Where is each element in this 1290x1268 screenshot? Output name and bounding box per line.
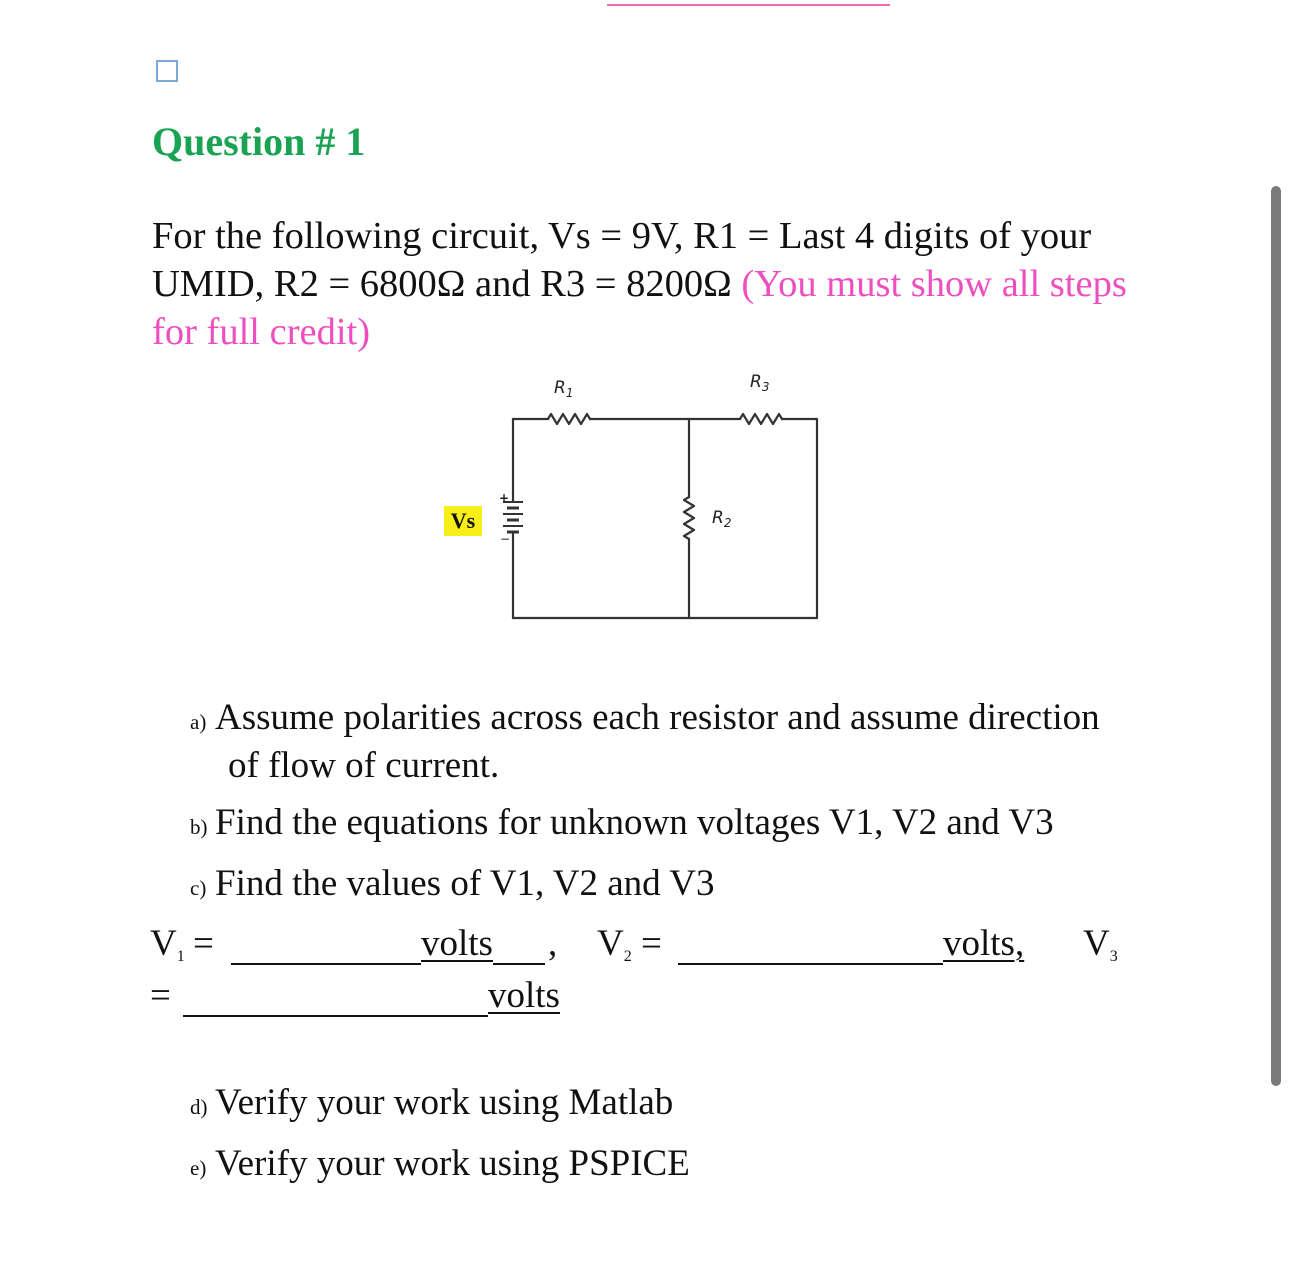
vertical-scrollbar[interactable] xyxy=(1271,186,1281,1086)
question-title: Question # 1 xyxy=(152,119,366,164)
task-d-text: Verify your work using Matlab xyxy=(215,1082,674,1123)
v2-label: $V_2$ xyxy=(597,923,632,965)
task-c-marker: c) xyxy=(190,876,207,900)
top-divider xyxy=(607,4,890,6)
task-d-marker: d) xyxy=(190,1095,208,1119)
v2-answer-blank[interactable] xyxy=(678,963,943,965)
label-r3: $R_3$ xyxy=(750,372,770,394)
prompt-credit-note: (You must show all steps for full credit) xyxy=(152,263,1127,353)
task-a-continuation: of flow of current. xyxy=(228,745,500,786)
v1-label: $V_1$ xyxy=(150,923,185,965)
task-b-text: Find the equations for unknown voltages V1, V2 and V3 xyxy=(215,802,1054,843)
task-b-marker: b) xyxy=(190,815,208,839)
task-c-text: Find the values of V1, V2 and V3 xyxy=(215,863,715,904)
task-a xyxy=(190,696,1100,788)
v1-answer-blank[interactable] xyxy=(231,963,421,965)
task-a-marker: a) xyxy=(190,710,207,734)
v3-unit: volts xyxy=(488,975,560,1016)
resistor-r1-symbol xyxy=(548,414,590,424)
v2-unit: volts, xyxy=(943,923,1025,964)
resistor-r3-symbol xyxy=(740,414,782,424)
source-voltage-label: Vs xyxy=(444,506,482,536)
task-e xyxy=(190,1142,690,1190)
battery-minus-sign: − xyxy=(500,532,511,546)
task-d xyxy=(190,1081,673,1129)
v3-answer-blank[interactable] xyxy=(183,1015,488,1017)
v1-comma: , xyxy=(548,923,558,964)
task-b xyxy=(190,801,1054,849)
wire-top-left xyxy=(513,419,548,420)
completion-checkbox[interactable] xyxy=(156,60,178,82)
label-r1: $R_1$ xyxy=(554,378,574,400)
resistor-r2-symbol xyxy=(684,497,694,539)
v2-equals: = xyxy=(641,923,662,964)
circuit-diagram xyxy=(430,365,850,635)
v3-equals: = xyxy=(150,975,171,1016)
v1-unit: volts xyxy=(421,923,493,964)
prompt-main-text: For the following circuit, Vs = 9V, R1 = Last 4 digits of your UMID, R2 = 6800Ω and R3 = 8200Ω xyxy=(152,215,1092,305)
v1-trailing-blank xyxy=(493,963,545,965)
v1-equals: = xyxy=(193,923,214,964)
task-c xyxy=(190,862,714,910)
battery-plus-sign: + xyxy=(499,491,510,505)
v3-label: $V_3$ xyxy=(1083,923,1118,965)
label-r2: $R_2$ xyxy=(712,508,732,530)
task-e-marker: e) xyxy=(190,1156,207,1180)
task-e-text: Verify your work using PSPICE xyxy=(215,1143,690,1184)
wire-top-right xyxy=(782,419,817,618)
question-prompt xyxy=(152,212,1152,356)
task-a-text: Assume polarities across each resistor and assume direction xyxy=(215,697,1100,738)
